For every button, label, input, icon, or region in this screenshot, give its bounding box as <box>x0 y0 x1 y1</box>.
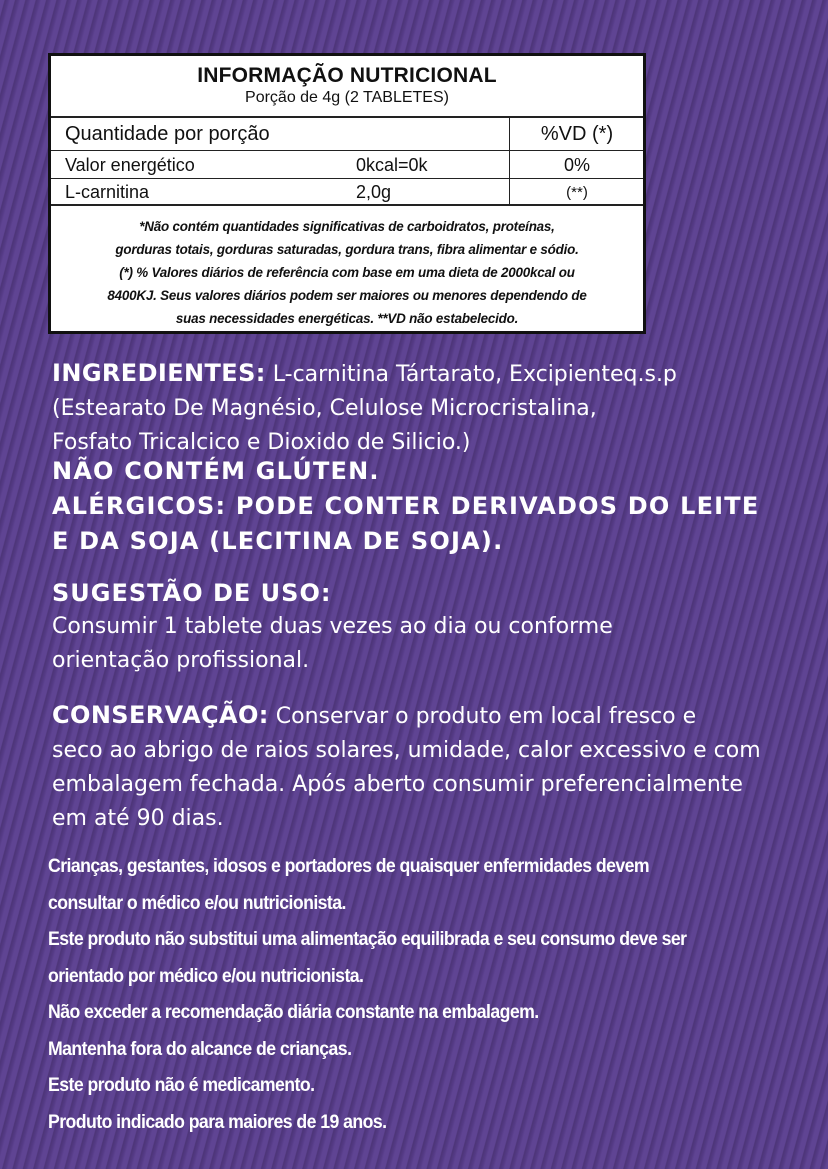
usage-text: orientação profissional. <box>52 648 310 673</box>
conservation-label: CONSERVAÇÃO: <box>52 701 269 729</box>
usage-label: SUGESTÃO DE USO: <box>52 579 332 607</box>
allergen-statement: ALÉRGICOS: PODE CONTER DERIVADOS DO LEITE <box>52 492 760 520</box>
ingredients-text: (Estearato De Magnésio, Celulose Microcristalina, <box>52 396 597 421</box>
nutrient-daily-value: 0% <box>509 151 644 178</box>
footnote-line: suas necessidades energéticas. **VD não estabelecido. <box>175 311 519 326</box>
footnote-line: (*) % Valores diários de referência com base em uma dieta de 2000kcal ou <box>119 265 575 280</box>
nutrient-daily-value: (**) <box>509 179 644 204</box>
nutrition-table-header <box>51 56 643 118</box>
ingredients-section <box>52 356 812 460</box>
warning-line: orientado por médico e/ou nutricionista. <box>48 965 364 987</box>
conservation-section <box>52 698 812 836</box>
warnings-section <box>48 849 764 1141</box>
warning-line: Crianças, gestantes, idosos e portadores de quaisquer enfermidades devem <box>48 856 650 877</box>
warning-line: Este produto não substitui uma alimentação equilibrada e seu consumo deve ser <box>48 929 687 950</box>
nutrient-amount: 2,0g <box>356 182 392 202</box>
table-row <box>51 179 643 206</box>
warning-line: Produto indicado para maiores de 19 anos. <box>48 1111 387 1133</box>
warning-line: consultar o médico e/ou nutricionista. <box>48 892 346 914</box>
conservation-text: seco ao abrigo de raios solares, umidade, calor excessivo e com <box>52 738 761 763</box>
nutrition-facts-table <box>48 53 646 334</box>
nutrition-footnote <box>51 206 643 330</box>
daily-value-header: %VD (*) <box>509 118 644 150</box>
warning-line: Mantenha fora do alcance de crianças. <box>48 1038 352 1060</box>
nutrient-amount: 0kcal=0k <box>356 155 428 175</box>
conservation-text: em até 90 dias. <box>52 806 224 831</box>
conservation-text: embalagem fechada. Após aberto consumir preferencialmente <box>52 772 743 797</box>
gluten-statement: NÃO CONTÉM GLÚTEN. <box>52 457 380 485</box>
warning-line: Este produto não é medicamento. <box>48 1075 315 1096</box>
conservation-text: Conservar o produto em local fresco e <box>268 704 697 729</box>
ingredients-text: Fosfato Tricalcico e Dioxido de Silicio.) <box>52 430 471 455</box>
ingredients-label: INGREDIENTES: <box>52 359 266 387</box>
allergen-section <box>52 454 812 559</box>
nutrition-column-headers <box>51 118 643 151</box>
quantity-header: Quantidade por porção <box>65 123 270 145</box>
nutrient-name: L-carnitina <box>65 182 150 202</box>
footnote-line: 8400KJ. Seus valores diários podem ser maiores ou menores dependendo de <box>107 288 587 303</box>
usage-text: Consumir 1 tablete duas vezes ao dia ou conforme <box>52 614 613 639</box>
allergen-statement: E DA SOJA (LECITINA DE SOJA). <box>52 527 504 555</box>
portion-size: Porção de 4g (2 TABLETES) <box>245 89 449 106</box>
nutrition-table-title: INFORMAÇÃO NUTRICIONAL <box>197 64 497 87</box>
ingredients-text: L-carnitina Tártarato, Excipienteq.s.p <box>265 362 677 387</box>
warning-line: Não exceder a recomendação diária constante na embalagem. <box>48 1002 539 1023</box>
nutrient-name: Valor energético <box>65 155 195 175</box>
footnote-line: gorduras totais, gorduras saturadas, gordura trans, fibra alimentar e sódio. <box>115 242 579 257</box>
usage-section <box>52 576 812 678</box>
table-row <box>51 151 643 179</box>
footnote-line: *Não contém quantidades significativas de carboidratos, proteínas, <box>139 219 555 234</box>
